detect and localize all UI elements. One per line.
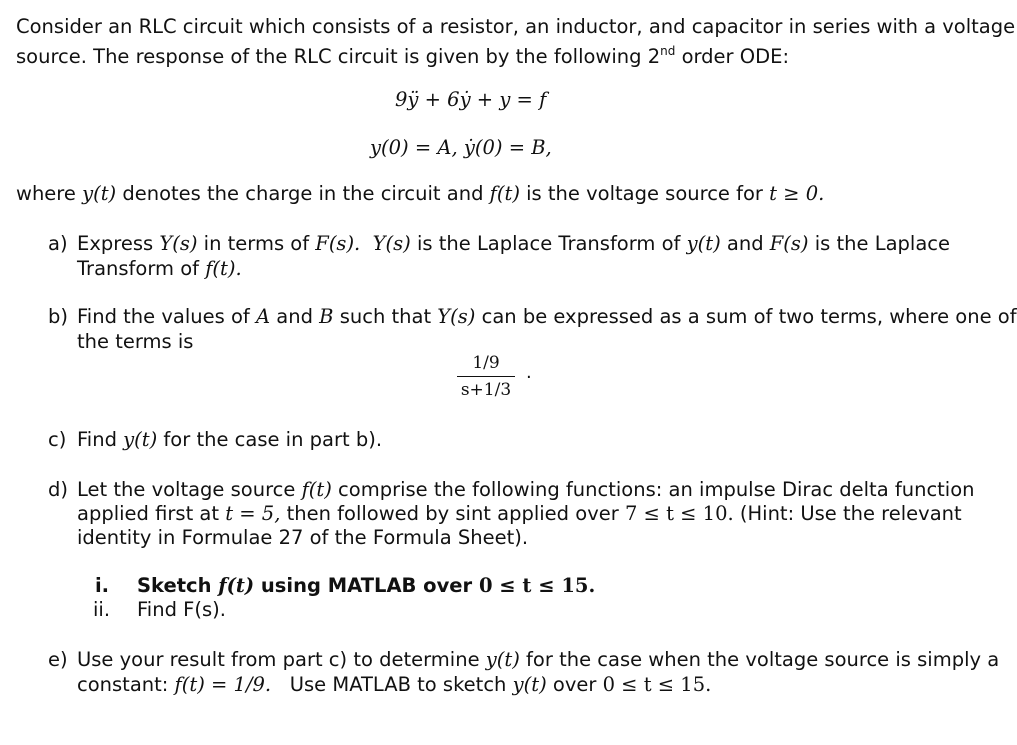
part-b-text: can be expressed as a sum of two terms, where one of <box>475 305 1017 328</box>
part-a-text: Transform of <box>77 257 206 280</box>
part-d-text: applied first at <box>77 502 226 525</box>
part-b-math: A <box>255 305 271 328</box>
part-d-math: 7 ≤ t ≤ 10. <box>624 502 734 525</box>
part-e-math: y(t) <box>512 673 547 696</box>
part-a-text <box>360 232 372 255</box>
part-e-label: e) <box>48 648 68 671</box>
fraction <box>455 350 517 403</box>
part-a-text: is the Laplace Transform of <box>410 232 687 255</box>
part-b-text: such that <box>333 305 438 328</box>
part-e-line-1 <box>77 647 999 672</box>
part-a-math: F(s). <box>315 232 361 255</box>
part-b-line-1 <box>77 304 1017 329</box>
part-a-math: Y(s) <box>372 232 411 255</box>
part-a-label: a) <box>48 232 68 255</box>
part-d-math: f(t) <box>301 478 332 501</box>
part-a-math: Y(s) <box>159 232 198 255</box>
part-d-text: then followed by sint applied over <box>280 502 625 525</box>
part-b-line-2: the terms is <box>77 330 194 353</box>
part-a-math: y(t) <box>686 232 721 255</box>
part-b-text: Find the values of <box>77 305 256 328</box>
sub-i-text: using MATLAB over <box>254 574 479 597</box>
where-text-1: where <box>16 182 83 205</box>
part-e-math: f(t) = 1/9. <box>174 673 272 696</box>
part-a-text: and <box>720 232 770 255</box>
sub-i-line <box>137 573 595 598</box>
fraction-denominator: s+1/3 <box>460 380 512 400</box>
part-c-text: Find <box>77 428 124 451</box>
part-e-text: Use MATLAB to sketch <box>271 673 513 696</box>
part-b-label: b) <box>48 305 68 328</box>
part-d-line-3: identity in Formulae 27 of the Formula Sheet). <box>77 526 529 549</box>
intro-line-2-pre: source. The response of the RLC circuit is given by the following 2 <box>16 45 661 68</box>
where-text-2: denotes the charge in the circuit and <box>116 182 490 205</box>
sub-ii-label: ii. <box>93 598 111 621</box>
part-d-line-2 <box>77 501 962 526</box>
part-b-text: and <box>270 305 320 328</box>
part-c-math: y(t) <box>123 428 158 451</box>
part-d-text: (Hint: Use the relevant <box>733 502 962 525</box>
part-a-math: f(t). <box>205 257 242 280</box>
part-d-label: d) <box>48 478 68 501</box>
part-a-line-2 <box>77 256 242 281</box>
part-a-math: F(s) <box>769 232 809 255</box>
fraction-numerator: 1/9 <box>472 353 500 373</box>
part-c-label: c) <box>48 428 67 451</box>
part-e-text: over <box>546 673 603 696</box>
part-e-line-2 <box>77 672 711 697</box>
part-e-text: constant: <box>77 673 175 696</box>
intro-line-2 <box>16 39 789 69</box>
part-e-math: y(t) <box>485 648 520 671</box>
ordinal-suffix: nd <box>660 44 676 58</box>
part-d-text: Let the voltage source <box>77 478 302 501</box>
sub-i-label: i. <box>95 574 110 597</box>
where-line <box>16 181 824 206</box>
part-c-line <box>77 427 382 452</box>
where-math-3: t ≥ 0. <box>769 182 825 205</box>
sub-ii-line: Find F(s). <box>137 598 226 621</box>
part-a-text: in terms of <box>197 232 316 255</box>
ode-equation: 9ÿ + 6ẏ + y = f <box>395 88 547 111</box>
intro-line-1 <box>16 14 1015 39</box>
part-d-math: t = 5, <box>225 502 281 525</box>
part-c-text: for the case in part b). <box>157 428 383 451</box>
sub-i-math: f(t) <box>218 574 255 597</box>
initial-conditions: y(0) = A, ẏ(0) = B, <box>370 136 552 159</box>
sub-i-text: Sketch <box>137 574 219 597</box>
intro-line-2-post: order ODE: <box>675 45 790 68</box>
part-d-line-1 <box>77 477 975 502</box>
part-a-line-1 <box>77 231 950 256</box>
part-a-text: is the Laplace <box>808 232 950 255</box>
part-b-math: B <box>319 305 334 328</box>
intro-line-1-text: Consider an RLC circuit which consists of a resistor, an inductor, and capacitor in series with a voltage <box>16 15 1016 38</box>
part-a-text: Express <box>77 232 160 255</box>
part-e-text: for the case when the voltage source is simply a <box>519 648 1000 671</box>
part-e-math: 0 ≤ t ≤ 15. <box>602 673 712 696</box>
where-text-3: is the voltage source for <box>519 182 770 205</box>
where-math-2: f(t) <box>489 182 520 205</box>
sub-i-math: 0 ≤ t ≤ 15. <box>478 574 596 597</box>
fraction-period: . <box>526 362 532 383</box>
part-b-math: Y(s) <box>437 305 476 328</box>
part-e-text: Use your result from part c) to determine <box>77 648 486 671</box>
part-d-text: comprise the following functions: an impulse Dirac delta function <box>331 478 975 501</box>
where-math-1: y(t) <box>82 182 117 205</box>
